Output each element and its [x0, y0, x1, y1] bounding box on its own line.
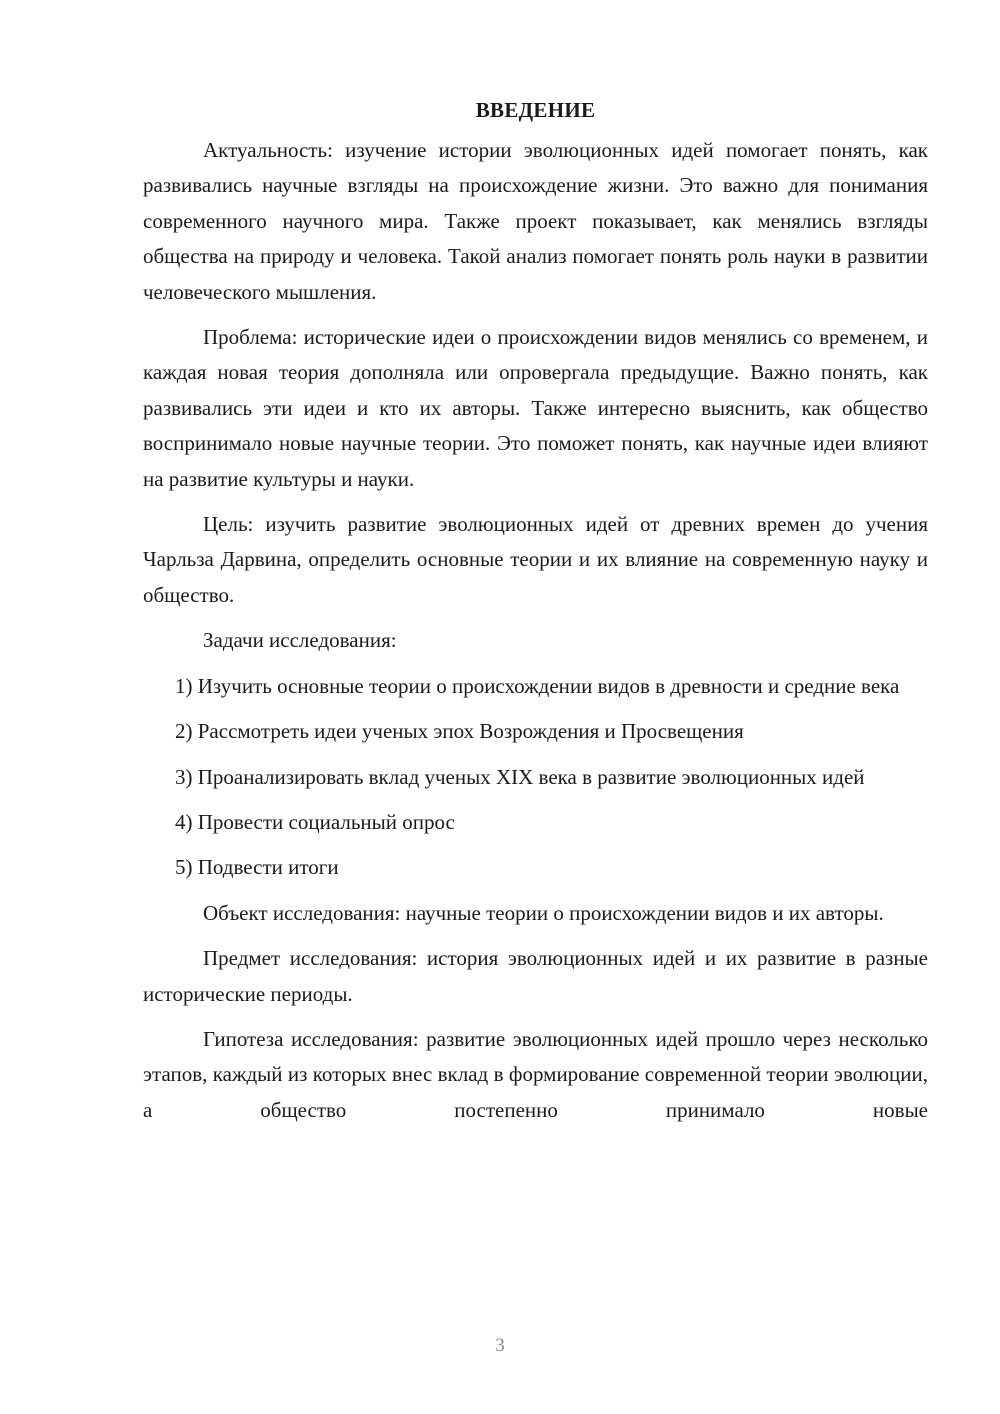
task-item: 3) Проанализировать вклад ученых XIX века в развитие эволюционных идей: [175, 764, 865, 789]
document-page: [143, 95, 928, 1128]
hypothesis-paragraph: Гипотеза исследования: развитие эволюционных идей прошло через несколько этапов, каждый из которых внес вклад в формирование современной теории эволюции, а общество постепенно принимало новые: [143, 1026, 928, 1122]
task-item: 5) Подвести итоги: [175, 855, 339, 880]
tasks-title: Задачи исследования:: [203, 628, 397, 653]
section-heading: ВВЕДЕНИЕ: [475, 98, 596, 122]
goal-paragraph: Цель: изучить развитие эволюционных идей от древних времен до учения Чарльза Дарвина, определить основные теории и их влияние на современную науку и общество.: [143, 512, 928, 607]
task-item: 2) Рассмотреть идеи ученых эпох Возрождения и Просвещения: [175, 719, 744, 744]
task-item: 1) Изучить основные теории о происхождении видов в древности и средние века: [175, 673, 900, 698]
relevance-paragraph: Актуальность: изучение истории эволюционных идей помогает понять, как развивались научные взгляды на происхождение жизни. Это важно для понимания современного научного мира. Также проект показывает, как менялись взгляды общества на природу и человека. Такой анализ помогает понять роль науки в развитии человеческого мышления.: [143, 138, 928, 304]
problem-paragraph: Проблема: исторические идеи о происхождении видов менялись со временем, и каждая новая теория дополняла или опровергала предыдущие. Важно понять, как развивались эти идеи и кто их авторы. Также интересно выяснить, как общество воспринимало новые научные теории. Это поможет понять, как научные идеи влияют на развитие культуры и науки.: [143, 325, 928, 491]
object-paragraph: Объект исследования: научные теории о происхождении видов и их авторы.: [203, 900, 884, 925]
page-number: 3: [495, 1335, 505, 1356]
subject-paragraph: Предмет исследования: история эволюционных идей и их развитие в разные исторические периоды.: [143, 946, 928, 1006]
task-item: 4) Провести социальный опрос: [175, 809, 455, 834]
